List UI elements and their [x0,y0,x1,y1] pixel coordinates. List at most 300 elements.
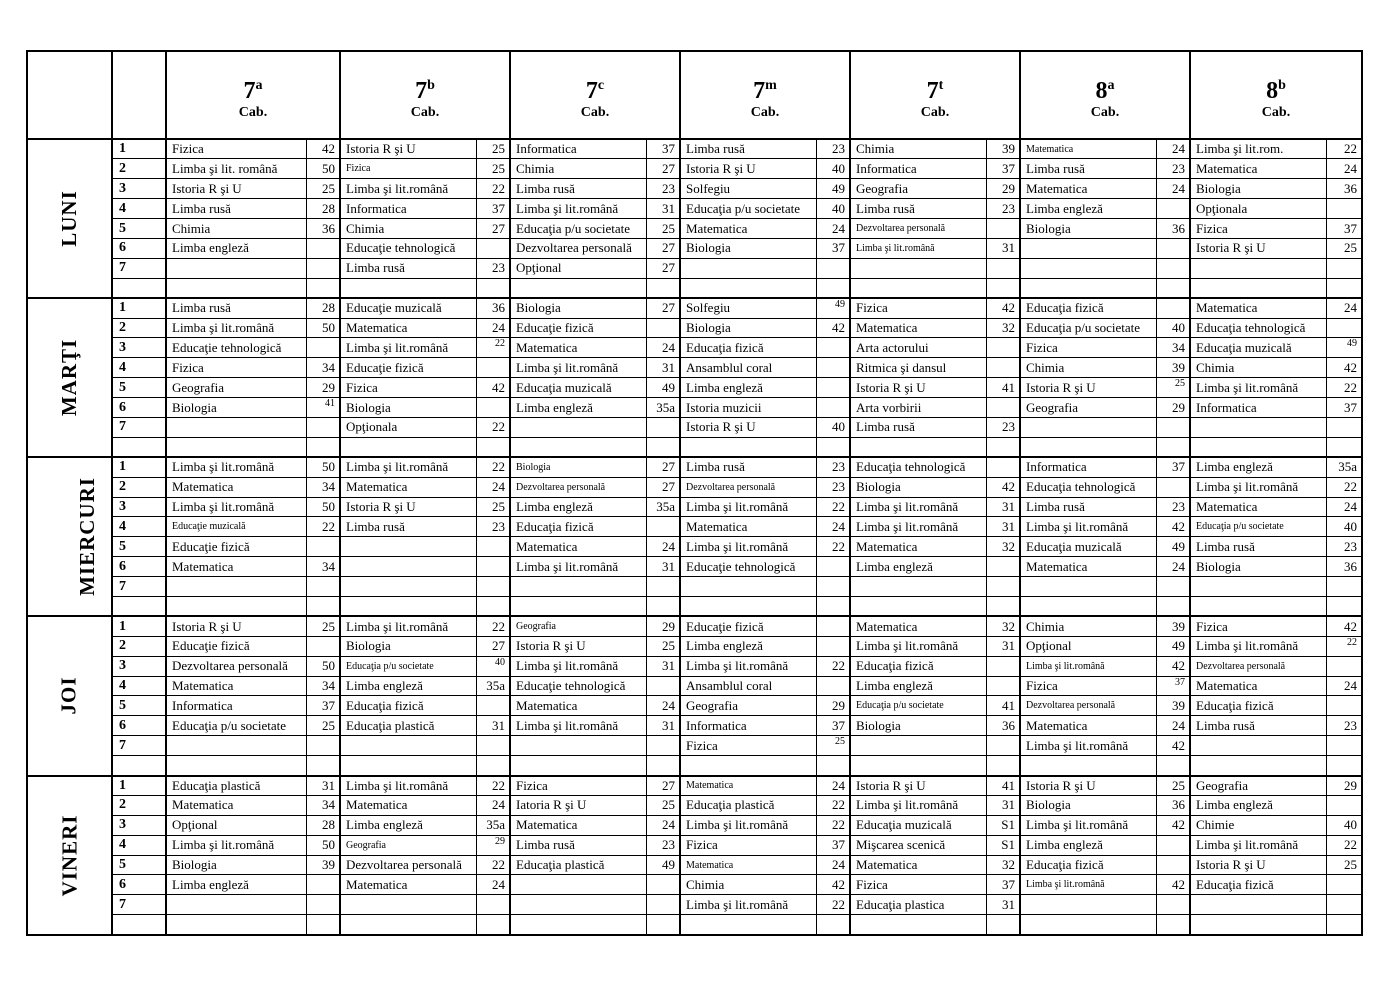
room-cell [1326,577,1362,597]
room-cell: 31 [986,497,1020,517]
subject-cell: Educaţie tehnologică [340,238,476,258]
table-row [27,179,1362,199]
room-cell: 31 [646,199,680,219]
room-cell [1156,577,1190,597]
subject-cell: Limba rusă [680,139,816,159]
class-name [1191,74,1361,103]
room-cell: 23 [816,457,850,477]
room-cell [476,915,510,935]
room-cell [1156,835,1190,855]
room-cell: 31 [986,895,1020,915]
room-cell: 24 [816,517,850,537]
room-cell: S1 [986,815,1020,835]
subject-cell [510,756,646,776]
subject-cell: Educaţia tehnologică [1190,318,1326,338]
room-cell: 49 [1156,636,1190,656]
subject-cell [1020,278,1156,298]
room-cell [1326,596,1362,616]
subject-cell: Limba şi lit.română [850,238,986,258]
lesson-number [112,278,166,298]
subject-cell: Matematica [166,557,306,577]
room-cell [986,338,1020,358]
subject-cell: Informatica [1020,457,1156,477]
room-cell: 37 [816,835,850,855]
room-cell [986,258,1020,278]
class-name [511,74,679,103]
subject-cell: Limba şi lit.română [510,358,646,378]
class-letter: a [1107,77,1115,93]
subject-cell: Fizica [680,736,816,756]
timetable-header [27,51,1362,139]
room-cell: 29 [1156,398,1190,418]
subject-cell: Limba şi lit. română [166,159,306,179]
room-cell: 50 [306,656,340,676]
room-cell: S1 [986,835,1020,855]
room-cell [306,756,340,776]
table-row [27,596,1362,616]
subject-cell: Fizica [340,378,476,398]
subject-cell: Limba engleză [340,815,476,835]
subject-cell: Limba rusă [340,258,476,278]
room-cell [306,537,340,557]
room-cell: 35a [646,398,680,418]
room-cell: 29 [306,378,340,398]
subject-cell: Educaţia plastică [340,716,476,736]
room-cell: 28 [306,815,340,835]
room-cell: 27 [646,776,680,796]
room-cell: 31 [986,636,1020,656]
table-row [27,855,1362,875]
subject-cell: Arta actorului [850,338,986,358]
room-cell [986,577,1020,597]
subject-cell [340,577,476,597]
room-cell [646,676,680,696]
subject-cell: Limba engleză [1190,457,1326,477]
subject-cell: Limba şi lit.română [1190,636,1326,656]
subject-cell: Limba engleză [680,636,816,656]
room-cell [306,577,340,597]
subject-cell: Opţionala [340,417,476,437]
room-cell [476,736,510,756]
room-cell: 35a [646,497,680,517]
subject-cell [1190,756,1326,776]
room-cell: 37 [1156,676,1190,696]
subject-cell: Educaţia plastică [510,855,646,875]
lesson-number: 6 [112,875,166,895]
table-row [27,656,1362,676]
subject-cell: Limba şi lit.română [850,517,986,537]
room-cell [646,596,680,616]
subject-cell: Limba şi lit.română [1020,815,1156,835]
room-cell [306,736,340,756]
room-cell: 40 [476,656,510,676]
room-cell [1326,199,1362,219]
lesson-number: 3 [112,656,166,676]
subject-cell: Limba şi lit.română [1020,517,1156,537]
class-header [510,51,680,139]
day-name: VINERI [56,814,81,897]
subject-cell: Matematica [340,795,476,815]
subject-cell: Biologia [510,298,646,318]
subject-cell: Limba şi lit.română [850,795,986,815]
subject-cell: Informatica [680,716,816,736]
table-row [27,696,1362,716]
subject-cell: Geografia [510,616,646,636]
subject-cell [1020,756,1156,776]
subject-cell [166,258,306,278]
subject-cell: Educaţia fizică [1190,875,1326,895]
subject-cell: Solfegiu [680,179,816,199]
class-letter: a [255,77,263,93]
subject-cell: Istoria R şi U [340,139,476,159]
cabinet-label: Cab. [238,104,268,120]
subject-cell: Iatoria R şi U [510,795,646,815]
lesson-number: 5 [112,537,166,557]
room-cell: 29 [986,179,1020,199]
table-row [27,557,1362,577]
subject-cell: Dezvoltarea personală [850,219,986,239]
room-cell [306,437,340,457]
subject-cell: Biologia [1190,557,1326,577]
table-row [27,477,1362,497]
subject-cell: Biologia [680,318,816,338]
room-cell [986,676,1020,696]
room-cell: 41 [986,776,1020,796]
room-cell: 42 [1156,517,1190,537]
subject-cell [1190,915,1326,935]
subject-cell: Matematica [1190,676,1326,696]
room-cell [1326,278,1362,298]
class-number: 8 [1095,77,1108,104]
subject-cell [166,577,306,597]
table-row [27,378,1362,398]
subject-cell: Matematica [1020,139,1156,159]
subject-cell: Educaţia p/u societate [680,199,816,219]
room-cell [1326,437,1362,457]
room-cell [986,278,1020,298]
subject-cell [340,437,476,457]
subject-cell: Educaţia fizică [1020,855,1156,875]
subject-cell: Limba şi lit.română [850,497,986,517]
subject-cell: Limba şi lit.română [340,179,476,199]
room-cell: 32 [986,537,1020,557]
day-name: MIERCURI [74,477,99,597]
subject-cell: Limba rusă [680,457,816,477]
subject-cell [510,875,646,895]
class-number: 7 [926,77,939,104]
room-cell [1156,258,1190,278]
room-cell [1156,895,1190,915]
subject-cell: Educaţie fizică [340,358,476,378]
room-cell [646,915,680,935]
room-cell: 42 [1156,736,1190,756]
room-cell: 42 [1156,815,1190,835]
subject-cell: Limba engleză [166,875,306,895]
subject-cell: Fizica [680,835,816,855]
room-cell [816,437,850,457]
room-cell: 24 [1326,676,1362,696]
room-cell [1326,258,1362,278]
subject-cell: Limba şi lit.română [510,557,646,577]
subject-cell [510,596,646,616]
subject-cell [680,437,816,457]
subject-cell [166,437,306,457]
subject-cell: Chimia [1190,358,1326,378]
room-cell: 37 [816,716,850,736]
subject-cell: Limba şi lit.română [340,616,476,636]
subject-cell [166,736,306,756]
lesson-number: 5 [112,219,166,239]
room-cell: 25 [306,716,340,736]
room-cell: 25 [306,616,340,636]
subject-cell [166,915,306,935]
room-cell: 23 [1156,497,1190,517]
lesson-number: 1 [112,139,166,159]
room-cell [306,238,340,258]
subject-cell [850,278,986,298]
lesson-number: 4 [112,835,166,855]
subject-cell: Limba engleză [1190,795,1326,815]
room-cell: 24 [1326,298,1362,318]
subject-cell: Fizica [850,875,986,895]
room-cell: 24 [476,875,510,895]
room-cell: 22 [1326,378,1362,398]
subject-cell: Fizica [1190,616,1326,636]
room-cell: 32 [986,318,1020,338]
room-cell [306,596,340,616]
subject-cell: Matematica [340,477,476,497]
room-cell: 29 [646,616,680,636]
room-cell: 28 [306,199,340,219]
subject-cell: Educaţie fizică [680,616,816,636]
table-row [27,815,1362,835]
subject-cell: Fizica [1190,219,1326,239]
subject-cell: Limba rusă [1020,497,1156,517]
room-cell: 27 [646,159,680,179]
room-cell [306,875,340,895]
room-cell: 31 [986,517,1020,537]
room-cell: 36 [1156,795,1190,815]
subject-cell: Dezvoltarea personală [1020,696,1156,716]
subject-cell [1190,736,1326,756]
subject-cell: Biologia [166,398,306,418]
lesson-number: 3 [112,179,166,199]
lesson-number: 2 [112,318,166,338]
subject-cell: Educaţie tehnologică [510,676,646,696]
room-cell: 23 [986,417,1020,437]
room-cell: 24 [646,696,680,716]
table-row [27,159,1362,179]
subject-cell: Geografia [680,696,816,716]
subject-cell: Limba rusă [510,835,646,855]
room-cell: 34 [1156,338,1190,358]
subject-cell: Educaţia fizică [1190,696,1326,716]
class-name [681,74,849,103]
class-number: 7 [585,77,598,104]
subject-cell: Limba engleză [1020,199,1156,219]
room-cell: 42 [816,318,850,338]
room-cell: 37 [476,199,510,219]
room-cell: 22 [306,517,340,537]
room-cell: 22 [1326,139,1362,159]
room-cell: 36 [986,716,1020,736]
room-cell [816,915,850,935]
table-row [27,219,1362,239]
table-row [27,636,1362,656]
room-cell [1326,318,1362,338]
lesson-number: 2 [112,159,166,179]
room-cell: 36 [476,298,510,318]
subject-cell: Matematica [680,517,816,537]
subject-cell: Dezvoltarea personală [510,477,646,497]
class-letter: c [597,77,605,93]
room-cell: 49 [646,855,680,875]
subject-cell [680,915,816,935]
room-cell: 24 [476,477,510,497]
room-cell: 27 [646,258,680,278]
subject-cell: Limba engleză [850,676,986,696]
lesson-number: 1 [112,457,166,477]
subject-cell: Arta vorbirii [850,398,986,418]
room-cell [816,338,850,358]
subject-cell: Biologia [1190,179,1326,199]
subject-cell: Geografia [166,378,306,398]
subject-cell: Matematica [340,875,476,895]
room-cell [306,895,340,915]
subject-cell: Limba şi lit.română [510,716,646,736]
lesson-number: 6 [112,238,166,258]
subject-cell [1020,596,1156,616]
room-cell: 23 [1156,159,1190,179]
table-row [27,616,1362,636]
subject-cell [510,577,646,597]
room-cell: 24 [1326,497,1362,517]
table-row [27,199,1362,219]
subject-cell: Chimia [510,159,646,179]
subject-cell: Limba engleză [340,676,476,696]
subject-cell: Istoria R şi U [1190,238,1326,258]
room-cell: 22 [476,457,510,477]
lesson-number [112,596,166,616]
room-cell: 37 [306,696,340,716]
room-cell: 23 [1326,537,1362,557]
class-header [1020,51,1190,139]
room-cell [1326,696,1362,716]
class-letter: b [427,77,435,93]
table-row [27,457,1362,477]
subject-cell: Matematica [680,776,816,796]
room-cell [646,417,680,437]
class-header [340,51,510,139]
room-cell: 36 [1156,219,1190,239]
room-cell [1326,656,1362,676]
room-cell: 31 [306,776,340,796]
room-cell [306,278,340,298]
subject-cell: Limba şi lit.română [166,318,306,338]
lesson-number: 2 [112,636,166,656]
subject-cell [340,756,476,776]
room-cell: 25 [476,139,510,159]
room-cell: 23 [816,477,850,497]
subject-cell: Dezvoltarea personală [680,477,816,497]
room-cell [1156,596,1190,616]
room-cell: 49 [816,179,850,199]
room-cell: 27 [476,219,510,239]
room-cell: 25 [306,179,340,199]
subject-cell [850,756,986,776]
subject-cell: Matematica [1190,298,1326,318]
subject-cell [340,895,476,915]
room-cell [646,577,680,597]
lesson-number: 6 [112,716,166,736]
subject-cell [1190,417,1326,437]
subject-cell: Limba şi lit.rom. [1190,139,1326,159]
class-name [851,74,1019,103]
room-cell: 22 [816,656,850,676]
room-cell: 28 [306,298,340,318]
subject-cell: Limba engleză [680,378,816,398]
room-cell: 34 [306,795,340,815]
room-cell [816,398,850,418]
room-cell: 34 [306,557,340,577]
day-label-cell [27,776,112,936]
subject-cell: Matematica [510,815,646,835]
subject-cell: Educaţia p/u societate [340,656,476,676]
subject-cell: Geografia [1020,398,1156,418]
subject-cell [340,278,476,298]
lesson-number: 5 [112,378,166,398]
room-cell: 29 [476,835,510,855]
room-cell: 24 [646,815,680,835]
room-cell: 23 [646,179,680,199]
lesson-number: 1 [112,616,166,636]
room-cell: 32 [986,616,1020,636]
room-cell: 24 [1156,179,1190,199]
room-cell [986,358,1020,378]
room-cell: 36 [1326,557,1362,577]
room-cell: 49 [1156,537,1190,557]
subject-cell: Istoria R şi U [1020,378,1156,398]
room-cell [306,338,340,358]
room-cell: 34 [306,358,340,378]
subject-cell [166,596,306,616]
table-row [27,437,1362,457]
subject-cell: Mişcarea scenică [850,835,986,855]
room-cell: 41 [306,398,340,418]
subject-cell: Matematica [1020,716,1156,736]
subject-cell: Limba rusă [850,417,986,437]
room-cell: 50 [306,159,340,179]
room-cell: 35a [1326,457,1362,477]
room-cell: 34 [306,676,340,696]
subject-cell: Chimia [166,219,306,239]
room-cell [816,557,850,577]
room-cell: 35a [476,815,510,835]
lesson-number: 7 [112,736,166,756]
subject-cell: Limba şi lit.română [1190,378,1326,398]
lesson-number: 3 [112,338,166,358]
subject-cell: Biologia [1020,219,1156,239]
room-cell [1156,855,1190,875]
lesson-number: 7 [112,417,166,437]
subject-cell: Limba rusă [166,199,306,219]
subject-cell [340,915,476,935]
class-header [850,51,1020,139]
subject-cell: Matematica [680,855,816,875]
room-cell: 42 [1156,656,1190,676]
room-cell: 25 [1156,776,1190,796]
timetable-body [27,139,1362,935]
